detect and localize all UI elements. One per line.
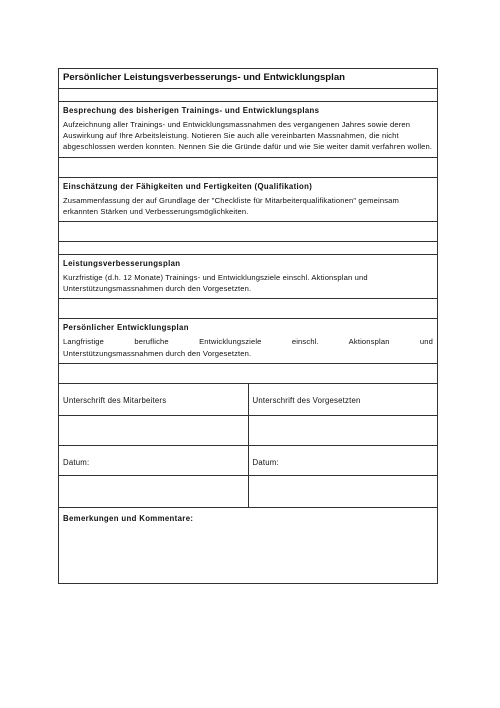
employee-signature-label: Unterschrift des Mitarbeiters bbox=[59, 384, 249, 415]
development-plan-form bbox=[58, 68, 438, 584]
section-heading: Besprechung des bisherigen Trainings- und Entwicklungsplans bbox=[63, 106, 320, 115]
section-heading: Persönlicher Entwicklungsplan bbox=[63, 323, 189, 333]
employee-date-label: Datum: bbox=[59, 446, 249, 475]
supervisor-date-field[interactable] bbox=[249, 476, 438, 507]
supervisor-signature-field[interactable] bbox=[249, 416, 438, 445]
section-qualification bbox=[59, 178, 437, 222]
section-personal-development bbox=[59, 319, 437, 363]
section-training-review bbox=[59, 102, 437, 158]
section-description: Aufzeichnung aller Trainings- und Entwicklungsmassnahmen des vergangenen Jahres sowie deren Auswirkung auf Ihre Arbeitsleistung. Notieren Sie auch alle vereinbarten Massnahmen, die nicht abgeschlossen werden konnten. Nennen Sie die Gründe dafür und wie Sie weiter damit verfahren wollen. bbox=[63, 120, 433, 152]
spacer-row bbox=[59, 89, 437, 102]
section-description bbox=[63, 336, 433, 358]
spacer-row bbox=[59, 242, 437, 255]
notes-area-training-review[interactable] bbox=[59, 158, 437, 178]
notes-area-qualification[interactable] bbox=[59, 222, 437, 242]
section-description: Kurzfristige (d.h. 12 Monate) Trainings- und Entwicklungsziele einschl. Aktionsplan und Unterstützungsmassnahmen durch den Vorgesetzten. bbox=[63, 273, 368, 294]
section-description-line1: Langfristige berufliche Entwicklungsziele einschl. Aktionsplan und bbox=[63, 337, 433, 347]
section-heading: Einschätzung der Fähigkeiten und Fertigkeiten (Qualifikation) bbox=[63, 181, 313, 191]
remarks-area[interactable] bbox=[59, 508, 437, 583]
section-heading: Leistungsverbesserungsplan bbox=[63, 259, 181, 269]
date-label-row bbox=[59, 446, 437, 476]
signature-field-row bbox=[59, 416, 437, 446]
employee-date-field[interactable] bbox=[59, 476, 249, 507]
notes-area-performance-plan[interactable] bbox=[59, 299, 437, 319]
supervisor-signature-label: Unterschrift des Vorgesetzten bbox=[252, 395, 361, 405]
signature-label-row bbox=[59, 384, 437, 416]
notes-area-personal-development[interactable] bbox=[59, 364, 437, 384]
section-performance-plan bbox=[59, 255, 437, 299]
section-description: Zusammenfassung der auf Grundlage der "Checkliste für Mitarbeiterqualifikationen" gemeinsam erkannten Stärken und Verbesserungsmöglichkeiten. bbox=[63, 195, 400, 216]
section-description-line2: Unterstützungsmassnahmen durch den Vorgesetzten. bbox=[63, 348, 252, 358]
remarks-heading: Bemerkungen und Kommentare: bbox=[63, 513, 194, 523]
date-field-row bbox=[59, 476, 437, 508]
supervisor-date-label: Datum: bbox=[252, 457, 279, 467]
employee-signature-field[interactable] bbox=[59, 416, 249, 445]
form-title: Persönlicher Leistungsverbesserungs- und Entwicklungsplan bbox=[59, 69, 437, 89]
